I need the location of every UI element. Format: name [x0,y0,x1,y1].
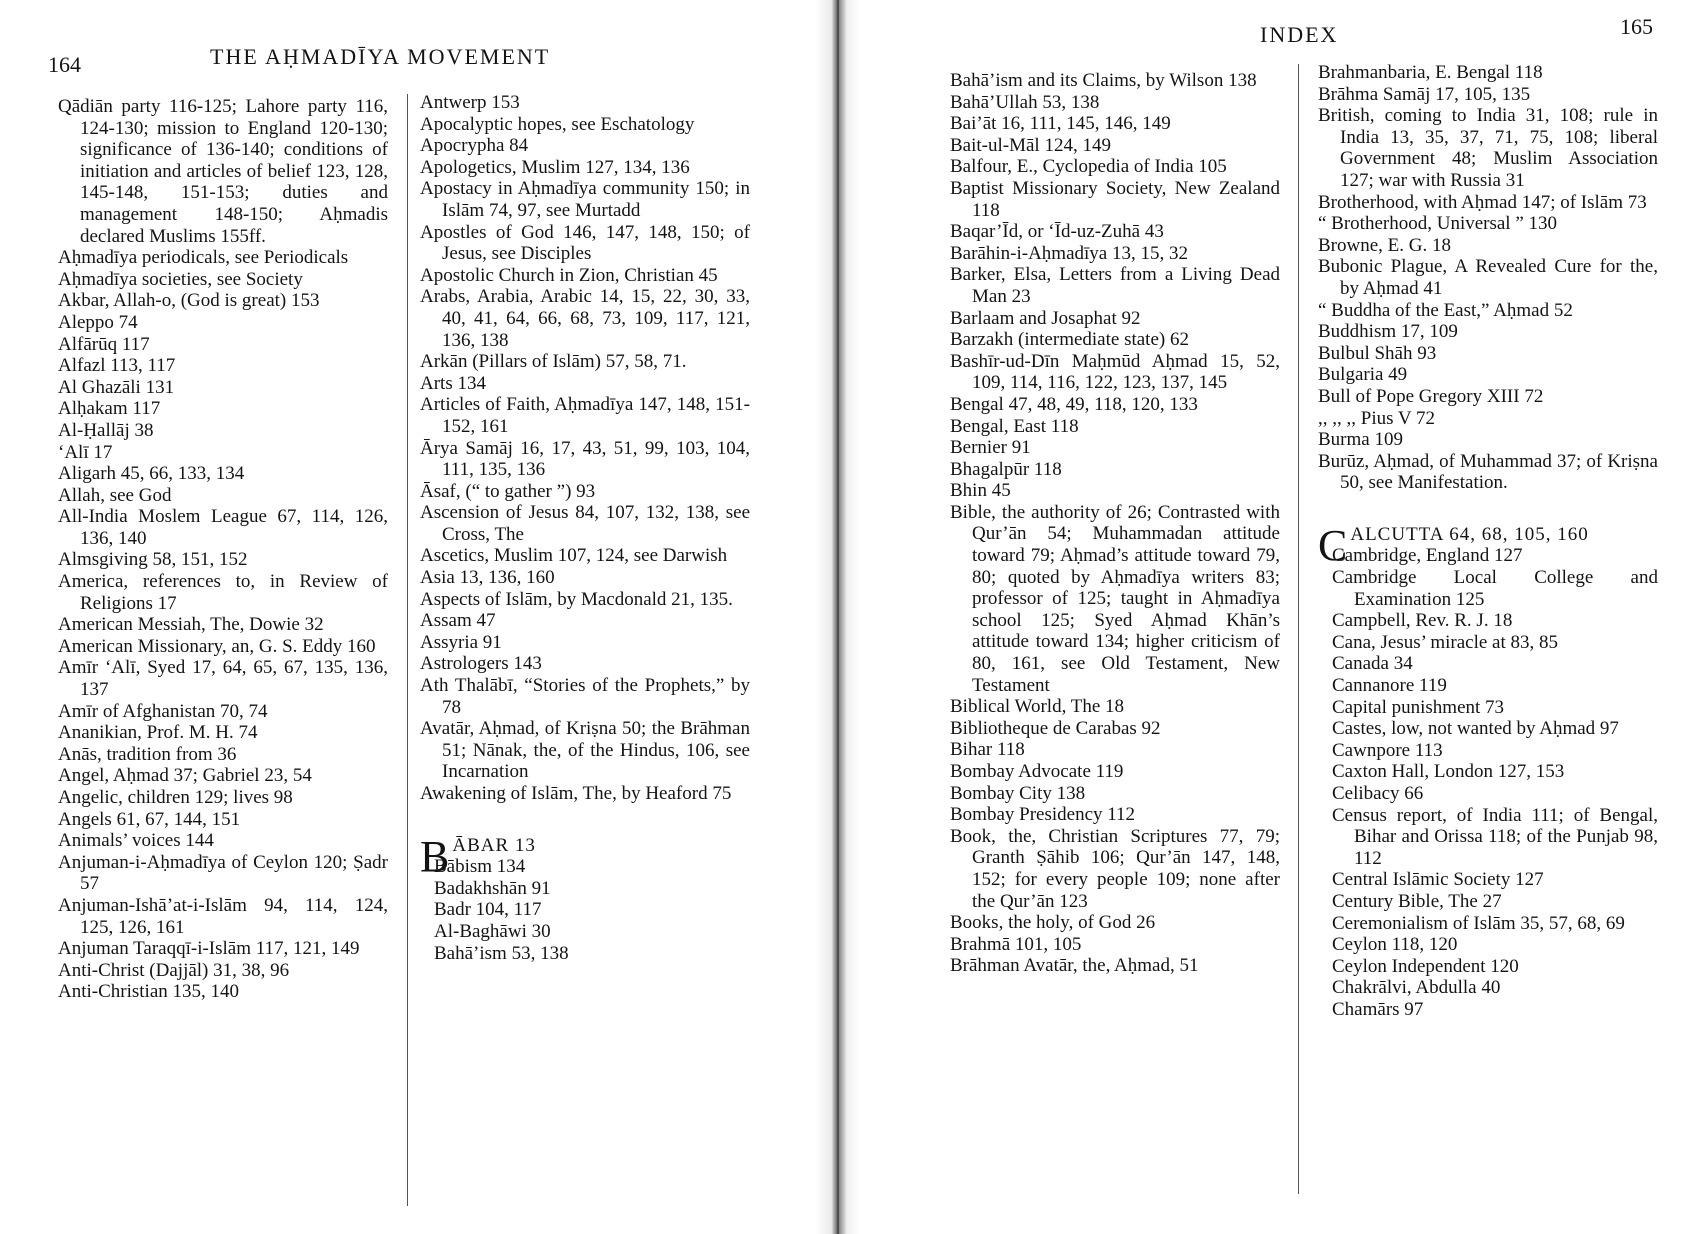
index-entry: Balfour, E., Cyclopedia of India 105 [950,156,1227,178]
index-entry: Alfazl 113, 117 [58,355,176,377]
index-entry: Articles of Faith, Aḥmadīya 147, 148, 151-152, 161 [420,394,750,437]
index-entry: Ath Thalābī, “Stories of the Prophets,” by 78 [420,675,750,718]
index-entry: Arkān (Pillars of Islām) 57, 58, 71. [420,351,687,373]
index-entry: Allah, see God [58,484,172,506]
index-entry: Burūz, Aḥmad, of Muhammad 37; of Kriṣna 50, see Manifestation. [1318,450,1658,494]
index-entry: Bahā’ism and its Claims, by Wilson 138 [950,70,1257,91]
drop-cap-c: C [1318,520,1348,570]
index-entry: Ascetics, Muslim 107, 124, see Darwish [420,545,728,567]
index-entry: Amīr of Afghanistan 70, 74 [58,700,268,722]
column-rule [407,94,408,1206]
index-entry: Amīr ‘Alī, Syed 17, 64, 65, 67, 135, 136, 137 [58,657,388,701]
index-entry: Anjuman-Ishā’at-i-Islām 94, 114, 124, 125, 126, 161 [58,894,388,938]
index-entry: Browne, E. G. 18 [1318,234,1451,256]
index-entry: ,, ,, ,, Pius V 72 [1318,407,1436,429]
page-number: 165 [1620,14,1653,39]
index-entry: Apologetics, Muslim 127, 134, 136 [420,156,690,178]
index-entry: Barlaam and Josaphat 92 [950,307,1141,329]
index-column-1 [58,96,388,1003]
index-entry: Badakhshān 91 [434,877,551,899]
letter-section-b [420,831,750,965]
index-entry: Central Islāmic Society 127 [1332,869,1544,891]
index-column-2 [420,92,750,964]
section-headword: ĀBAR 13 [452,834,536,856]
index-entry: Bulbul Shāh 93 [1318,342,1437,364]
index-entry: Aspects of Islām, by Macdonald 21, 135. [420,588,733,610]
index-entry: Apostolic Church in Zion, Christian 45 [420,264,718,286]
index-entry: Asia 13, 136, 160 [420,567,555,589]
index-entry: Burma 109 [1318,429,1403,451]
running-head: INDEX [1260,22,1339,47]
index-entry: Chamārs 97 [1332,998,1424,1020]
index-entry: Āsaf, (“ to gather ”) 93 [420,480,596,502]
index-entry: Apocalyptic hopes, see Eschatology [420,113,695,135]
index-entry: Barāhin-i-Aḥmadīya 13, 15, 32 [950,242,1188,264]
index-entry: Assyria 91 [420,631,502,653]
index-entry: Bahā’Ullah 53, 138 [950,91,1100,113]
index-entry: Bengal, East 118 [950,415,1079,437]
index-entry: Books, the holy, of God 26 [950,912,1156,934]
index-entry: Bulgaria 49 [1318,364,1408,386]
index-entry: Anjuman-i-Aḥmadīya of Ceylon 120; Ṣadr 57 [58,851,388,895]
index-entry: Badr 104, 117 [434,899,542,921]
index-column-1 [950,70,1280,977]
index-entry: Ceylon 118, 120 [1332,934,1458,956]
index-entry: Bombay Advocate 119 [950,761,1124,782]
index-entry: Brāhman Avatār, the, Aḥmad, 51 [950,955,1199,977]
index-entry: Al-Ḥallāj 38 [58,419,154,441]
section-headword: ALCUTTA 64, 68, 105, 160 [1350,523,1589,545]
index-entry: American Messiah, The, Dowie 32 [58,614,324,636]
index-entry: Bengal 47, 48, 49, 118, 120, 133 [950,393,1198,415]
index-entry: Brotherhood, with Aḥmad 147; of Islām 73 [1318,191,1647,213]
index-entry: Arabs, Arabia, Arabic 14, 15, 22, 30, 33, 40, 41, 64, 66, 68, 73, 109, 117, 121, 136, 138 [420,286,750,351]
index-entry: Al-Baghāwi 30 [434,920,551,942]
index-entry: Bihar 118 [950,739,1025,761]
index-entry: Bible, the authority of 26; Contrasted with Qur’ān 54; Muhammadan attitude toward 79; Aḥmad’s attitude toward 79, 80; quoted by Aḥmadīya writers 83; professor of 125; taught in Aḥmadīya school 125; Syed Aḥmad Khān’s attitude toward 134; higher criticism of 80, 161, see Old Testament, New Testament [950,501,1280,696]
index-entry: Angel, Aḥmad 37; Gabriel 23, 54 [58,765,312,787]
index-entry: Bai’āt 16, 111, 145, 146, 149 [950,113,1171,135]
index-entry: Ceremonialism of Islām 35, 57, 68, 69 [1332,912,1625,934]
index-entry: Angelic, children 129; lives 98 [58,787,293,808]
index-entry: Alfārūq 117 [58,333,150,355]
index-entry: Campbell, Rev. R. J. 18 [1332,610,1513,632]
index-entry: Canada 34 [1332,653,1413,675]
index-entry: Ceylon Independent 120 [1332,955,1519,977]
index-entry: Antwerp 153 [420,92,520,113]
index-entry: Akbar, Allah-o, (God is great) 153 [58,290,320,312]
index-entry: Awakening of Islām, The, by Heaford 75 [420,783,732,804]
index-entry: Animals’ voices 144 [58,830,214,852]
index-entry: Baptist Missionary Society, New Zealand 118 [950,177,1280,221]
index-entry: Cannanore 119 [1332,675,1447,697]
book-gutter [816,0,860,1234]
index-entry: Bibliotheque de Carabas 92 [950,717,1161,739]
index-entry: Aleppo 74 [58,311,138,333]
index-entry: Census report, of India 111; of Bengal, Bihar and Orissa 118; of the Punjab 98, 112 [1332,804,1658,869]
index-entry: Ananikian, Prof. M. H. 74 [58,722,258,744]
index-entry: “ Brotherhood, Universal ” 130 [1318,213,1558,235]
running-head: THE AḤMADĪYA MOVEMENT [210,44,551,69]
index-entry: Bashīr-ud-Dīn Maḥmūd Aḥmad 15, 52, 109, 114, 116, 122, 123, 137, 145 [950,350,1280,394]
index-entry: Astrologers 143 [420,653,542,675]
index-entry: Cambridge, England 127 [1332,545,1523,567]
index-entry: Aḥmadīya periodicals, see Periodicals [58,247,349,269]
index-entry: Baqar’Īd, or ‘Īd-uz-Zuhā 43 [950,221,1164,243]
index-entry: ‘Alī 17 [58,441,113,463]
column-rule [1298,64,1299,1194]
index-entry: Bernier 91 [950,437,1031,459]
index-entry: Ārya Samāj 16, 17, 43, 51, 99, 103, 104, 111, 135, 136 [420,437,750,481]
index-entry: Bait-ul-Māl 124, 149 [950,134,1111,156]
index-entry: Bull of Pope Gregory XIII 72 [1318,385,1544,407]
index-entry: Qādiān party 116-125; Lahore party 116, 124-130; mission to England 120-130; significance of 136-140; conditions of initiation and articles of belief 123, 128, 145-148, 151-153; duties and management 148-150; Aḥmadis declared Muslims 155ff. [58,96,388,247]
index-entry: Arts 134 [420,372,486,394]
index-entry: Anti-Christian 135, 140 [58,981,240,1003]
index-entry: Bhin 45 [950,480,1011,502]
left-page [0,0,816,1234]
index-entry: Aligarh 45, 66, 133, 134 [58,463,245,485]
right-page [860,0,1701,1234]
index-entry: Avatār, Aḥmad, of Kriṣna 50; the Brāhman 51; Nānak, the, of the Hindus, 106, see Incarnation [420,718,750,783]
index-entry: Bombay City 138 [950,782,1086,804]
index-entry: Castes, low, not wanted by Aḥmad 97 [1332,718,1619,740]
index-entry: Chakrālvi, Abdulla 40 [1332,977,1501,999]
index-entry: Celibacy 66 [1332,783,1424,804]
index-entry: Aḥmadīya societies, see Society [58,268,303,290]
index-entry: Barker, Elsa, Letters from a Living Dead Man 23 [950,264,1280,307]
index-entry: Apocrypha 84 [420,135,529,157]
index-entry: Anās, tradition from 36 [58,743,237,765]
index-entry: Brahmanbaria, E. Bengal 118 [1318,62,1543,83]
index-entry: Bubonic Plague, A Revealed Cure for the, by Aḥmad 41 [1318,256,1658,299]
index-entry: “ Buddha of the East,” Aḥmad 52 [1318,299,1573,321]
index-entry: Buddhism 17, 109 [1318,321,1458,343]
index-entry: Book, the, Christian Scriptures 77, 79; Granth Ṣāhib 106; Qur’ān 147, 148, 152; for every people 109; none after the Qur’ān 123 [950,825,1280,912]
index-entry: Bābism 134 [434,856,526,878]
index-entry: Al Ghazāli 131 [58,376,175,398]
index-entry: Caxton Hall, London 127, 153 [1332,761,1565,783]
drop-cap-b: B [420,831,450,881]
index-entry: British, coming to India 31, 108; rule in India 13, 35, 37, 71, 75, 108; liberal Government 48; Muslim Association 127; war with Russia 31 [1318,105,1658,191]
index-entry: Angels 61, 67, 144, 151 [58,808,241,830]
index-entry: Apostles of God 146, 147, 148, 150; of Jesus, see Disciples [420,221,750,265]
index-entry: Barzakh (intermediate state) 62 [950,329,1189,351]
index-entry: All-India Moslem League 67, 114, 126, 136, 140 [58,506,388,549]
index-entry: Assam 47 [420,610,496,632]
index-entry: Bhagalpūr 118 [950,458,1062,480]
index-entry: Ascension of Jesus 84, 107, 132, 138, see Cross, The [420,502,750,545]
letter-section-c [1318,520,1658,1021]
index-entry: American Missionary, an, G. S. Eddy 160 [58,635,376,657]
index-entry: Alḥakam 117 [58,398,161,420]
index-entry: Brahmā 101, 105 [950,933,1082,955]
index-entry: Biblical World, The 18 [950,696,1125,718]
index-entry: Anti-Christ (Dajjāl) 31, 38, 96 [58,959,290,981]
index-entry: Cana, Jesus’ miracle at 83, 85 [1332,631,1558,653]
index-entry: Bahā’ism 53, 138 [434,942,569,964]
index-entry: Capital punishment 73 [1332,696,1505,718]
index-entry: Anjuman Taraqqī-i-Islām 117, 121, 149 [58,938,360,960]
index-entry: Apostacy in Aḥmadīya community 150; in Islām 74, 97, see Murtadd [420,178,750,221]
index-column-2 [1318,62,1658,1021]
index-entry: America, references to, in Review of Religions 17 [58,571,388,614]
index-entry: Bombay Presidency 112 [950,804,1136,826]
index-entry: Cambridge Local College and Examination 125 [1332,567,1658,610]
index-entry: Almsgiving 58, 151, 152 [58,549,248,571]
index-entry: Brāhma Samāj 17, 105, 135 [1318,83,1531,105]
index-entry: Century Bible, The 27 [1332,890,1502,912]
page-number: 164 [48,52,81,77]
index-entry: Cawnpore 113 [1332,739,1443,761]
